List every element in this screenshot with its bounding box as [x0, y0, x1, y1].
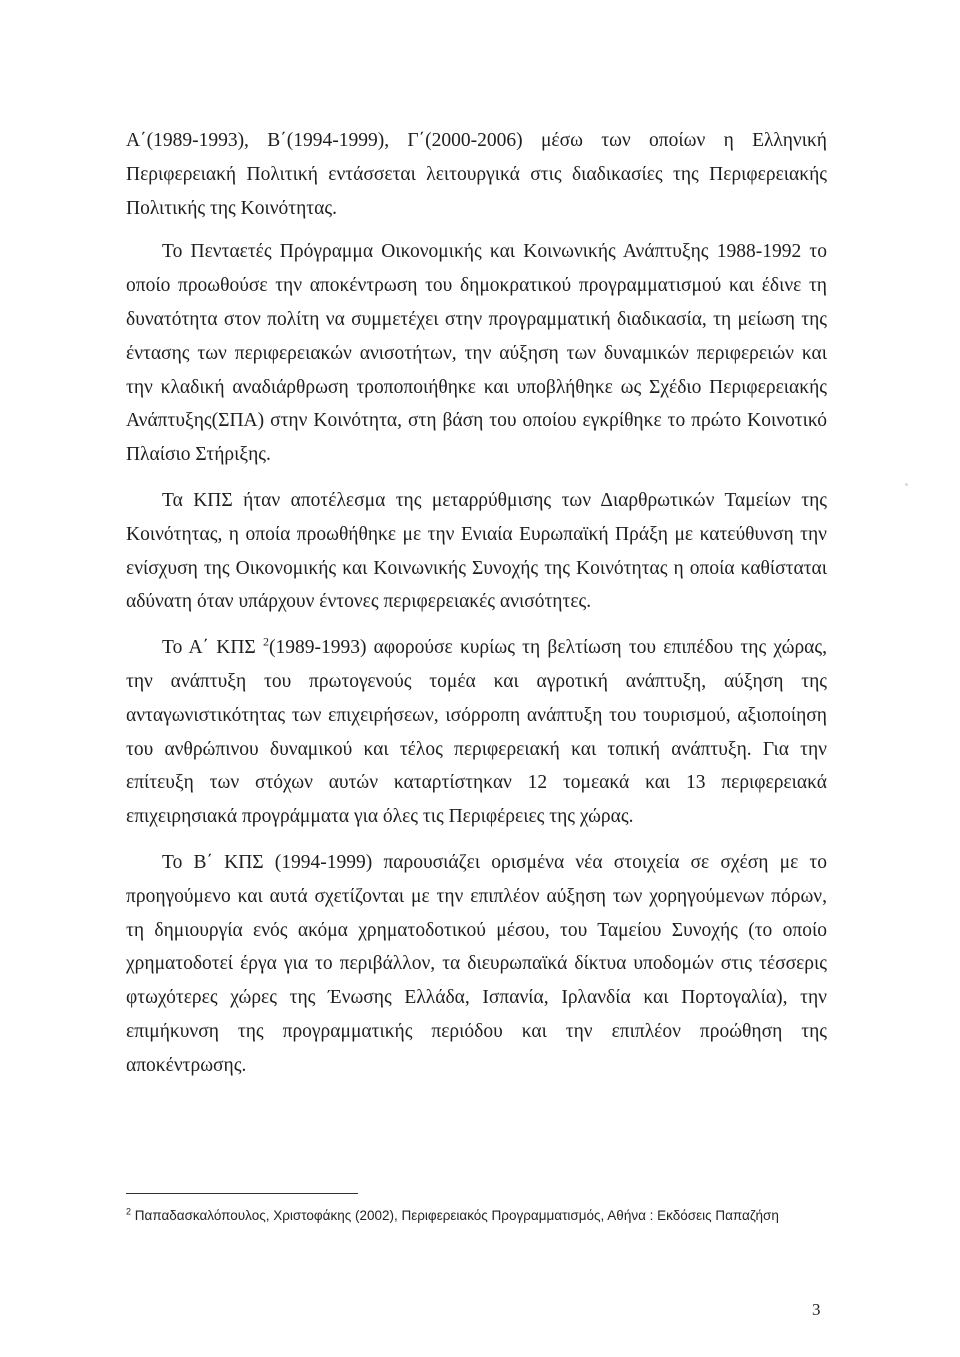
- footnote: [126, 1206, 816, 1225]
- paragraph-3: Τα ΚΠΣ ήταν αποτέλεσμα της μεταρρύθμισης των Διαρθρωτικών Ταμείων της Κοινότητας, η οποία προωθήθηκε με την Ενιαία Ευρωπαϊκή Πράξη με κατεύθυνση την ενίσχυση της Οικονομικής και Κοινωνικής Συνοχής της Κοινότητας η οποία καθίσταται αδύνατη όταν υπάρχουν έντονες περιφερειακές ανισότητες.: [126, 489, 827, 613]
- footnote-mark: 2: [126, 1206, 132, 1217]
- paragraph-5: Το Β΄ ΚΠΣ (1994-1999) παρουσιάζει ορισμένα νέα στοιχεία σε σχέση με το προηγούμενο και αυτά σχετίζονται με την επιπλέον αύξηση των χορηγούμενων πόρων, τη δημιουργία ενός ακόμα χρηματοδοτικού μέσου, του Ταμείου Συνοχής (το οποίο χρηματοδοτεί έργα για το περιβάλλον, τα διευρωπαϊκά δίκτυα υποδομών στις τέσσερις φτωχότερες χώρες της Ένωσης Ελλάδα, Ισπανία, Ιρλανδία και Πορτογαλία), την επιμήκυνση της προγραμματικής περιόδου και την επιπλέον προώθηση της αποκέντρωσης.: [126, 851, 827, 1076]
- page-number: 3: [812, 1300, 821, 1319]
- body-text: [126, 124, 827, 1083]
- footnote-reference[interactable]: 2: [262, 634, 269, 649]
- footnote-divider: [126, 1193, 358, 1194]
- scan-speck: [905, 483, 908, 486]
- paragraph-4-lead: Το Α΄ ΚΠΣ: [162, 637, 263, 659]
- footnote-text: Παπαδασκαλόπουλος, Χριστοφάκης (2002), Περιφερειακός Προγραμματισμός, Αθήνα : Εκδόσεις Παπαζήση: [131, 1208, 779, 1223]
- paragraph-1: Α΄(1989-1993), Β΄(1994-1999), Γ΄(2000-2006) μέσω των οποίων η Ελληνική Περιφερειακή Πολιτική εντάσσεται λειτουργικά στις διαδικασίες της Περιφερειακής Πολιτικής της Κοινότητας.: [126, 130, 827, 219]
- paragraph-4-rest: (1989-1993) αφορούσε κυρίως τη βελτίωση του επιπέδου της χώρας, την ανάπτυξη του πρωτογενούς τομέα και αγροτική ανάπτυξη, αύξηση της ανταγωνιστικότητας των επιχειρήσεων, ισόρροπη ανάπτυξη του τουρισμού, αξιοποίηση του ανθρώπινου δυναμικού και τέλος περιφερειακή και τοπική ανάπτυξη. Για την επίτευξη των στόχων αυτών καταρτίστηκαν 12 τομεακά και 13 περιφερειακά επιχειρησιακά προγράμματα για όλες τις Περιφέρειες της χώρας.: [126, 637, 827, 828]
- paragraph-2: Το Πενταετές Πρόγραμμα Οικονομικής και Κοινωνικής Ανάπτυξης 1988-1992 το οποίο προωθούσε την αποκέντρωση του δημοκρατικού προγραμματισμού και έδινε τη δυνατότητα στον πολίτη να συμμετέχει στην προγραμματική διαδικασία, τη μείωση της έντασης των περιφερειακών ανισοτήτων, την αύξηση των δυναμικών περιφερειών και την κλαδική αναδιάρθρωση τροποποιήθηκε και υποβλήθηκε ως Σχέδιο Περιφερειακής Ανάπτυξης(ΣΠΑ) στην Κοινότητα, στη βάση του οποίου εγκρίθηκε το πρώτο Κοινοτικό Πλαίσιο Στήριξης.: [126, 241, 827, 466]
- paragraph-4: [126, 631, 827, 834]
